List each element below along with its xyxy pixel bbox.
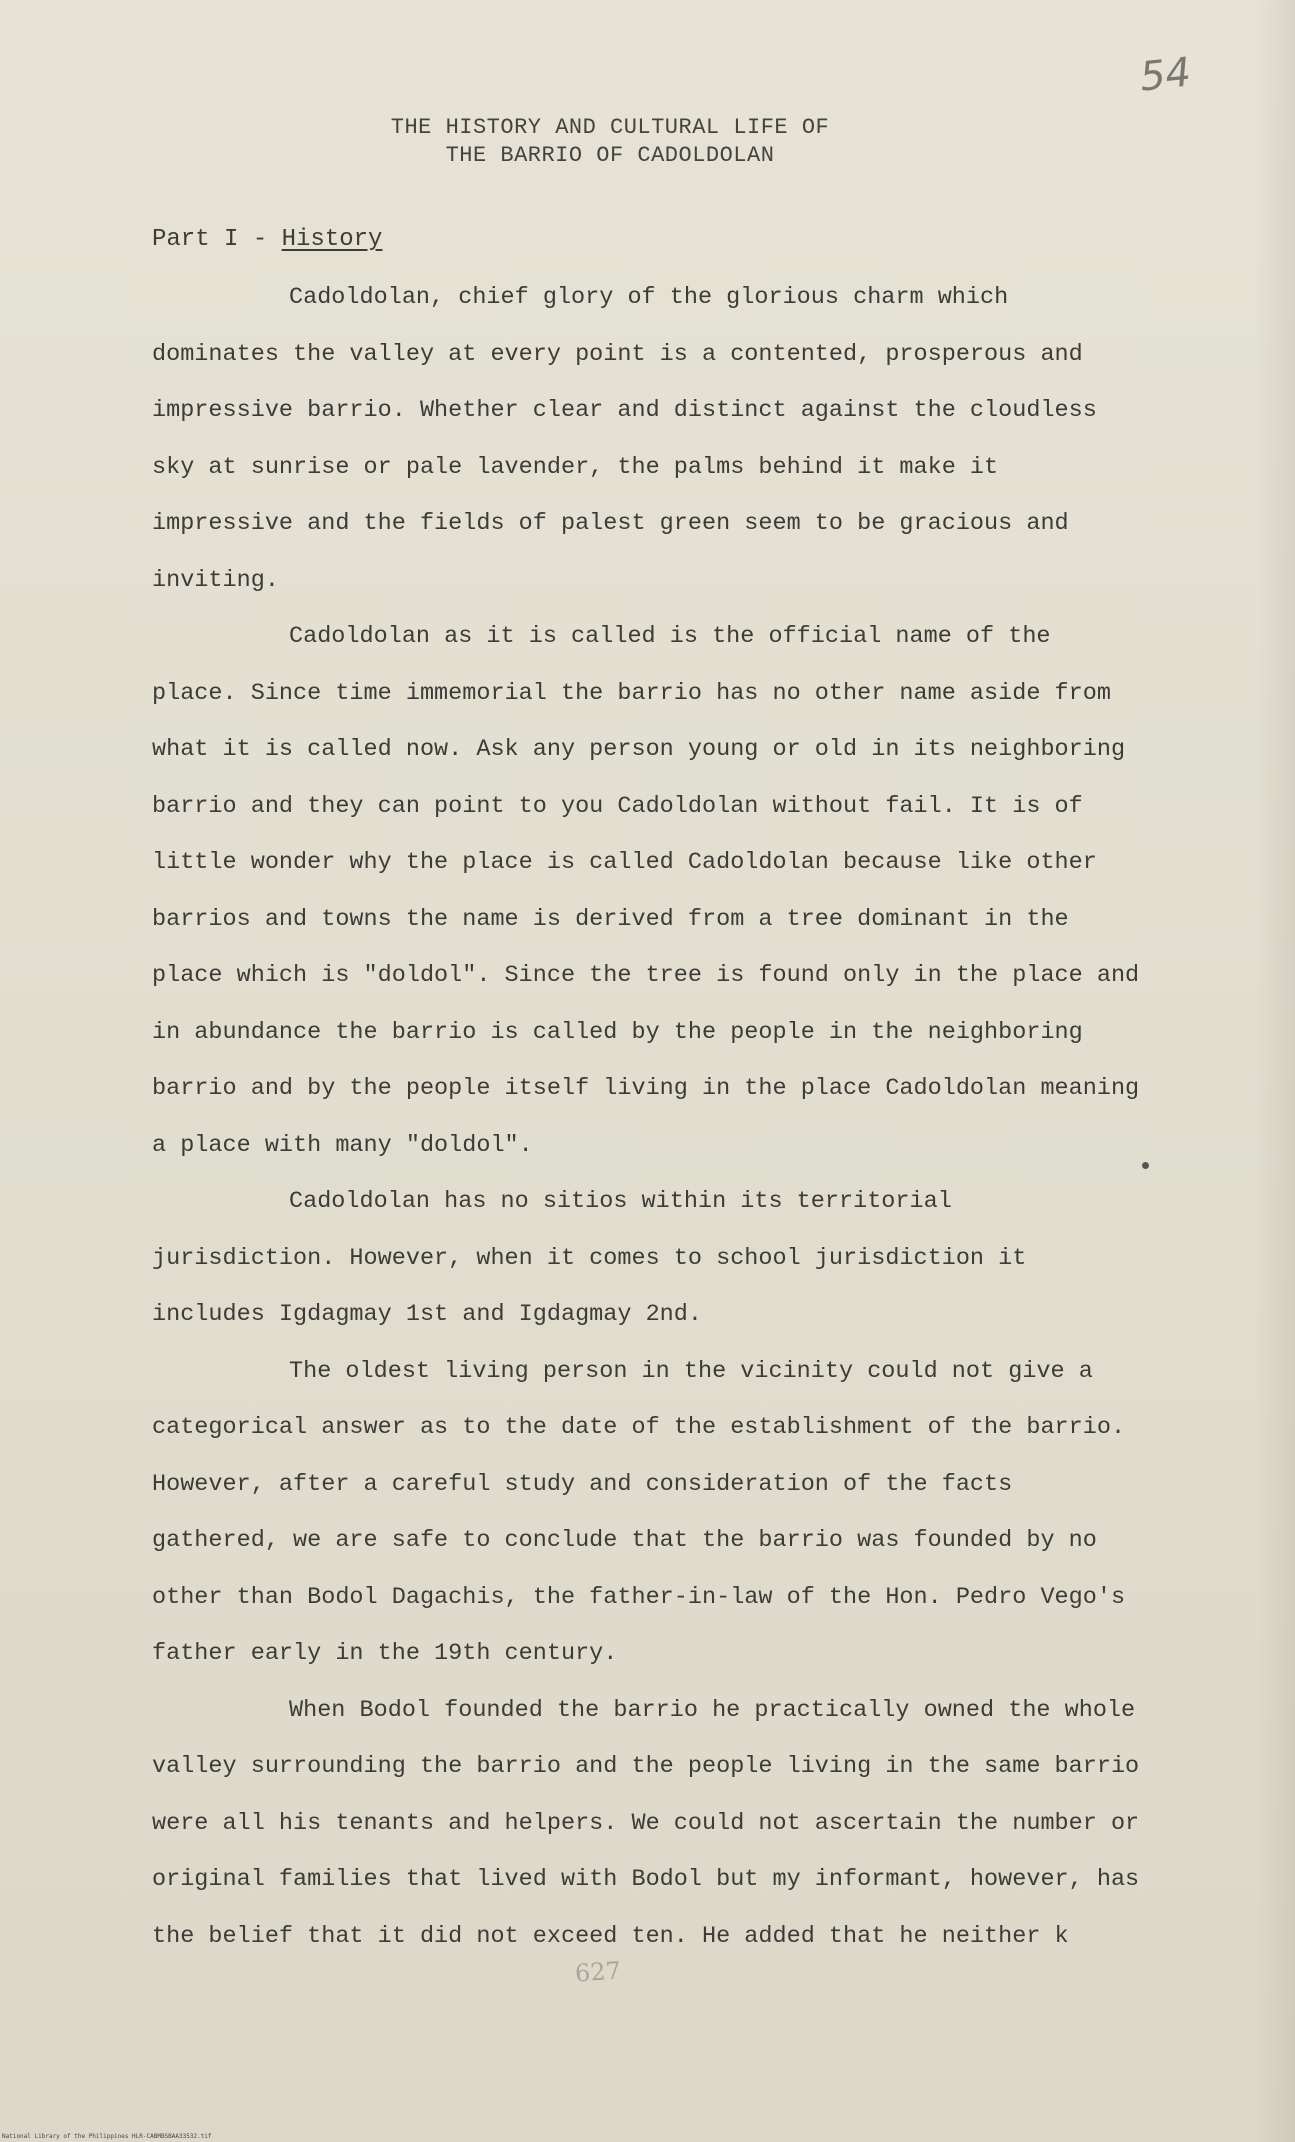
paragraph-founding: The oldest living person in the vicinity could not give a categorical answer as to the date of the establishment of the barrio. However, after a careful study and consideration of the facts gathered, we are safe to conclude that the barrio was founded by no other than Bodol Dagachis, the father-in-law of the Hon. Pedro Vego's father early in the 19th century. bbox=[152, 1357, 1126, 1667]
part-heading bbox=[152, 226, 382, 253]
archive-caption: National Library of the Philippines HLR-CABMBSBAA33532.tif bbox=[2, 2133, 212, 2140]
document-title bbox=[0, 114, 1220, 170]
page-edge-shadow bbox=[1255, 0, 1295, 2142]
part-prefix: Part I - bbox=[152, 226, 282, 253]
handwritten-page-number: 54 bbox=[1137, 49, 1194, 101]
title-line-1: THE HISTORY AND CULTURAL LIFE OF bbox=[390, 115, 830, 140]
body-text bbox=[152, 270, 1142, 1965]
paragraph-sitios: Cadoldolan has no sitios within its territorial jurisdiction. However, when it comes to school jurisdiction it includes Igdagmay 1st and Igdagmay 2nd. bbox=[152, 1188, 1027, 1328]
ink-speck bbox=[1142, 1162, 1149, 1169]
title-line-2: THE BARRIO OF CADOLDOLAN bbox=[445, 143, 775, 168]
paragraph-description: Cadoldolan, chief glory of the glorious charm which dominates the valley at every point is a contented, prosperous and impressive barrio. Whether clear and distinct against the cloudless sky at sunrise or pale lavender, the palms behind it make it impressive and the fields of palest green seem to be gracious and inviting. bbox=[152, 284, 1097, 594]
part-heading-title: History bbox=[281, 226, 383, 253]
paragraph-name-origin: Cadoldolan as it is called is the official name of the place. Since time immemorial the barrio has no other name aside from what it is called now. Ask any person young or old in its neighboring barrio and they can point to you Cadoldolan without fail. It is of little wonder why the place is called Cadoldolan because like other barrios and towns the name is derived from a tree dominant in the place which is "doldol". Since the tree is found only in the place and in abundance the barrio is called by the people in the neighboring barrio and by the people itself living in the place Cadoldolan meaning a place with many "doldol". bbox=[152, 623, 1140, 1159]
handwritten-folio-number: 627 bbox=[574, 1956, 622, 1988]
paragraph-founder-bodol: When Bodol founded the barrio he practically owned the whole valley surrounding the barrio and the people living in the same barrio were all his tenants and helpers. We could not ascertain the number or original families that lived with Bodol but my informant, however, has the belief that it did not exceed ten. He added that he neither k bbox=[152, 1696, 1140, 1950]
